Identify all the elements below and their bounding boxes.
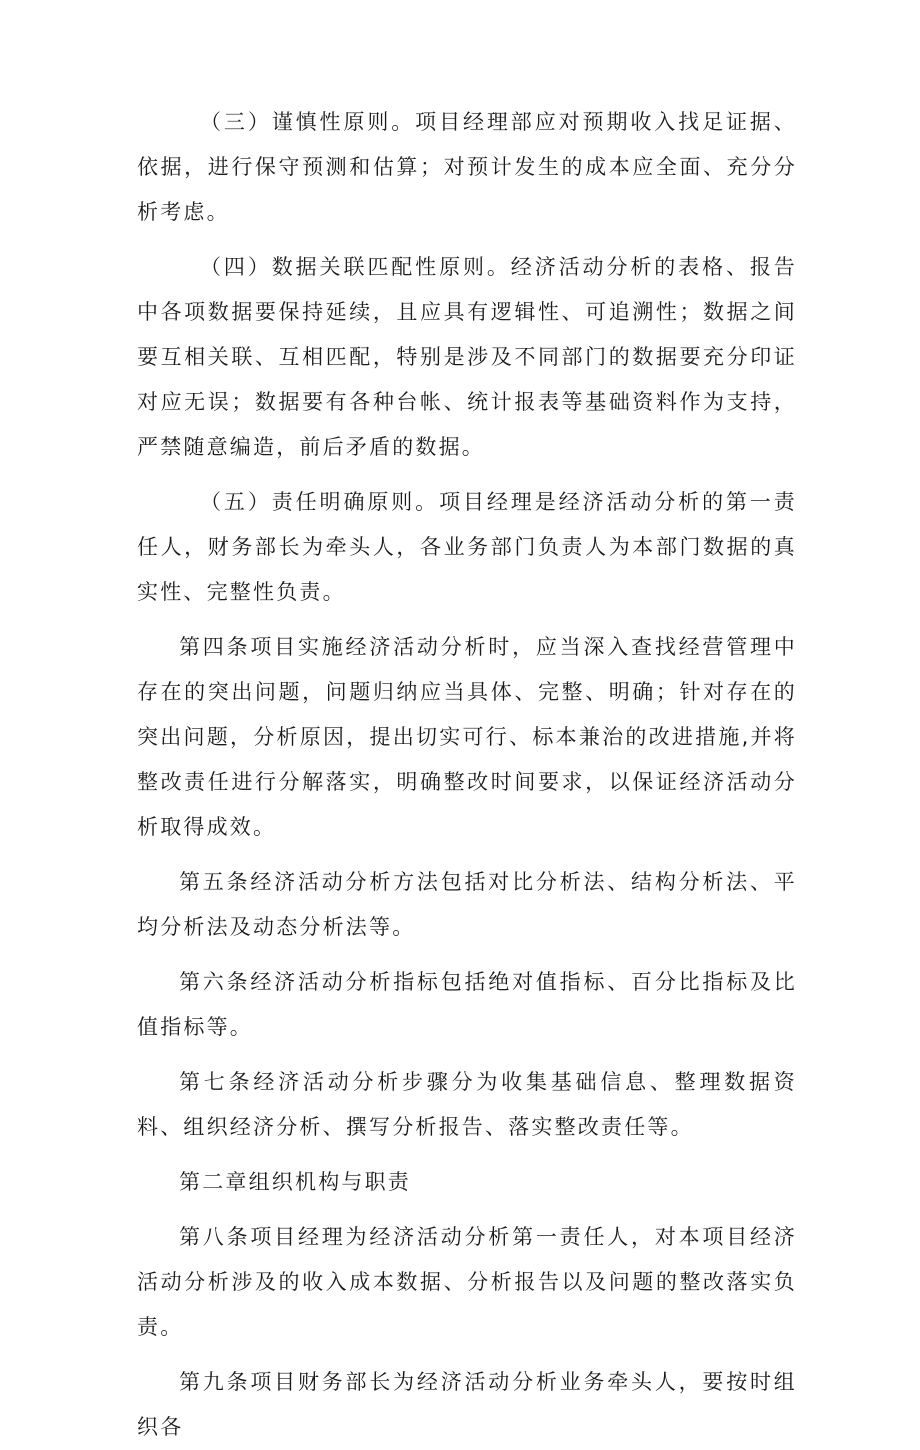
paragraph-article-5: 第五条经济活动分析方法包括对比分析法、结构分析法、平均分析法及动态分析法等。 (137, 870, 797, 939)
paragraph-responsibility-principle: （五）责任明确原则。项目经理是经济活动分析的第一责任人，财务部长为牵头人，各业务部门负责人为本部门数据的真实性、完整性负责。 (137, 490, 797, 604)
paragraph-article-6: 第六条经济活动分析指标包括绝对值指标、百分比指标及比值指标等。 (137, 970, 797, 1039)
document-body (137, 100, 797, 1450)
paragraph-article-8: 第八条项目经理为经济活动分析第一责任人，对本项目经济活动分析涉及的收入成本数据、分析报告以及问题的整改落实负责。 (137, 1225, 797, 1339)
paragraph-article-7: 第七条经济活动分析步骤分为收集基础信息、整理数据资料、组织经济分析、撰写分析报告、落实整改责任等。 (137, 1070, 797, 1139)
paragraph-article-4: 第四条项目实施经济活动分析时，应当深入查找经营管理中存在的突出问题，问题归纳应当具体、完整、明确；针对存在的突出问题，分析原因，提出切实可行、标本兼治的改进措施,并将整改责任进行分解落实，明确整改时间要求，以保证经济活动分析取得成效。 (137, 635, 797, 839)
paragraph-prudence-principle: （三）谨慎性原则。项目经理部应对预期收入找足证据、依据，进行保守预测和估算；对预计发生的成本应全面、充分分析考虑。 (137, 110, 797, 224)
chapter-2-heading: 第二章组织机构与职责 (179, 1170, 411, 1194)
paragraph-article-9: 第九条项目财务部长为经济活动分析业务牵头人，要按时组织各 (137, 1370, 797, 1439)
paragraph-data-matching-principle: （四）数据关联匹配性原则。经济活动分析的表格、报告中各项数据要保持延续，且应具有逻辑性、可追溯性；数据之间要互相关联、互相匹配，特别是涉及不同部门的数据要充分印证对应无误；数据要有各种台帐、统计报表等基础资料作为支持，严禁随意编造，前后矛盾的数据。 (137, 255, 797, 459)
